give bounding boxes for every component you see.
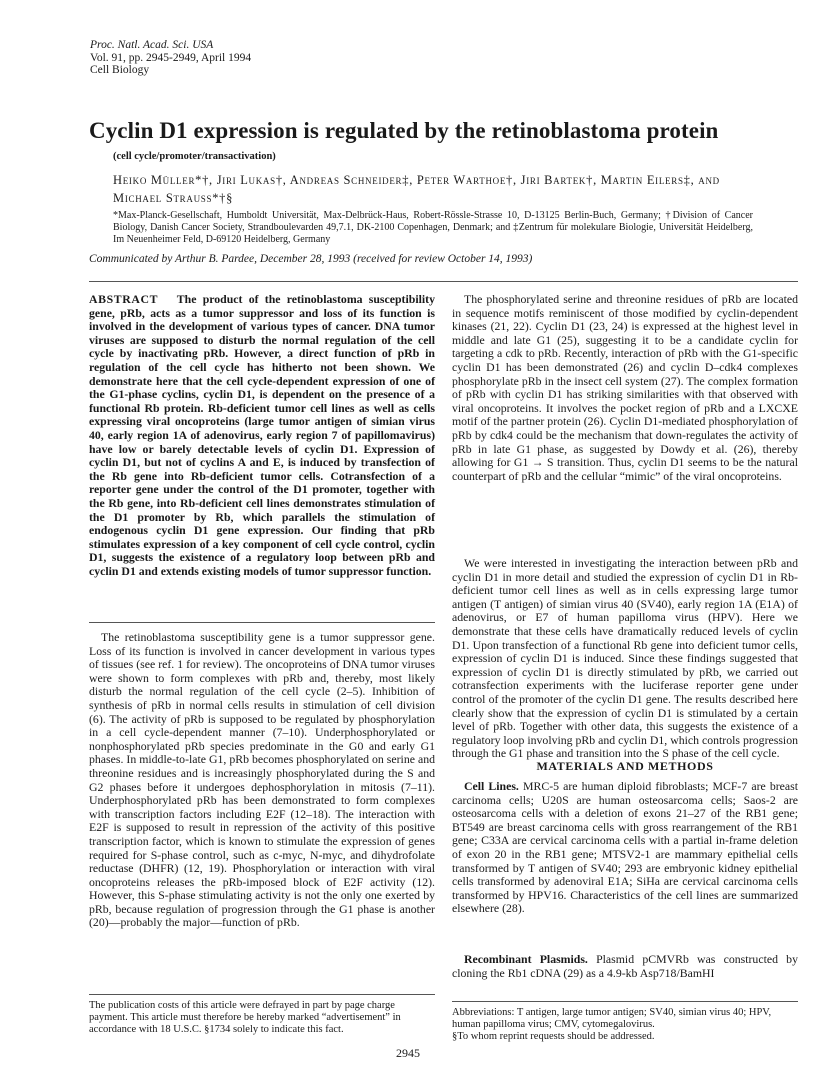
cell-lines-label: Cell Lines. — [464, 779, 519, 793]
intro-text: The retinoblastoma susceptibility gene is a tumor suppressor gene. Loss of its function is involved in cancer development in various types of tissues (see ref. 1 for review). The oncoproteins of DNA tumor viruses were shown to form complexes with pRb and, thereby, most likely disturb the normal regulation of the cell cycle (2–5). Inhibition of synthesis of pRb in normal cells results in stimulation of cell division (6). The activity of pRb is supposed to be regulated by phosphorylation in a cell cycle-dependent manner (7–10). Underphosphorylated or nonphosphorylated pRb species predominate in the G0 and early G1 phases. In middle-to-late G1, pRb becomes phosphorylated on serine and threonine residues and is increasingly phosphorylated during the S and G2 phases before it undergoes dephosphorylation in mitosis (7–11). Underphosphorylated pRb has been demonstrated to form complexes with transcription factors including E2F (12–18). The interaction with E2F is supposed to result in repression of the activity of this positive transcription factor, which is known to stimulate the expression of genes required for S-phase control, such as c-myc, N-myc, and dihydrofolate reductase (DHFR) (12, 19). Phosphorylation or interaction with viral oncoproteins releases the pRb-imposed block of E2F activity (12). However, this S-phase stimulating activity is not the only one exerted by pRb, because regulation of progression through the G1 phase is another (20)—probably the major—function of pRb. — [89, 630, 435, 930]
abstract-label: ABSTRACT — [89, 292, 159, 306]
abbreviations-text: Abbreviations: T antigen, large tumor antigen; SV40, simian virus 40; HPV, human papilloma virus; CMV, cytomegalovirus. — [452, 1007, 772, 1031]
right-column-paragraph-1 — [452, 293, 798, 483]
journal-name: Proc. Natl. Acad. Sci. USA — [90, 39, 214, 51]
right-p1-text: The phosphorylated serine and threonine residues of pRb are located in sequence motifs reminiscent of those modified by cyclin-dependent kinases (21, 22). Cyclin D1 (23, 24) is expressed at the highest level in middle and late G1 (25), suggesting it to be a candidate cyclin for targeting a cdk to pRb. Recently, interaction of pRb with the G1-specific cyclin D1 has been demonstrated (26) and cyclin D–cdk4 complexes phosphorylate pRb in the insect cell system (27). The complex formation of pRb with cyclin D1 has striking similarities with that observed with viral oncoproteins. It involves the pocket region of pRb and a LXCXE motif of the partner protein (26). Cyclin D1-mediated phosphorylation of pRb by cdk4 could be the mechanism that down-regulates the activity of pRb in late G1 phase, as suggested by Dowdy et al. (26), thereby allowing for G1 → S transition. Thus, cyclin D1 seems to be the natural counterpart of pRb and the cellular “mimic” of the viral oncoproteins. — [452, 292, 798, 483]
header-divider — [89, 281, 798, 282]
abbreviations-footnote — [452, 1007, 798, 1044]
article-title: Cyclin D1 expression is regulated by the retinoblastoma protein — [89, 118, 719, 143]
footnote-divider-right — [452, 1001, 798, 1002]
publication-costs-text: The publication costs of this article were defrayed in part by page charge payment. This article must therefore be hereby marked “advertisement” in accordance with 18 U.S.C. §1734 solely to indicate this fact. — [89, 1000, 401, 1036]
plasmids-paragraph — [452, 953, 798, 980]
journal-header — [90, 39, 251, 77]
intro-paragraph — [89, 631, 435, 930]
article-keywords: (cell cycle/promoter/transactivation) — [113, 151, 276, 162]
abstract — [89, 293, 435, 578]
page-number: 2945 — [396, 1046, 420, 1060]
plasmids-label: Recombinant Plasmids. — [464, 952, 588, 966]
right-p2-text: We were interested in investigating the interaction between pRb and cyclin D1 in more detail and studied the expression of cyclin D1 in Rb-deficient tumor cell lines as well as in cells expressing large tumor antigen (T antigen) of simian virus 40 (SV40), early region 1A (E1A) of adenovirus, or E7 of human papilloma virus (HPV). Here we demonstrate that these cells have dramatically reduced levels of cyclin D1. Upon transfection of a functional Rb gene into deficient tumor cells, expression of cyclin D1 is induced. Since these findings suggested that expression of cyclin D1 is directly stimulated by pRb, we carried out cotransfection experiments with the luciferase reporter gene under control of the promoter of the cyclin D1 gene. The results described here clearly show that the expression of cyclin D1 is stimulated by a certain level of pRb. Together with other data, this suggests the existence of a regulatory loop involving pRb and cyclin D1, which controls progression through the G1 phase and transition into the S phase of the cell cycle. — [452, 556, 798, 761]
publication-costs-footnote — [89, 1000, 429, 1037]
journal-section: Cell Biology — [90, 64, 150, 76]
abstract-divider — [89, 622, 435, 623]
cell-lines-paragraph — [452, 780, 798, 916]
author-list: Heiko Müller*†, Jiri Lukas†, Andreas Schneider‡, Peter Warthoe†, Jiri Bartek†, Martin Eilers‡, and Michael Strauss*†§ — [113, 173, 720, 205]
plasmids-text: Plasmid pCMVRb was constructed by cloning the Rb1 cDNA (29) as a 4.9-kb Asp718/BamHI — [452, 952, 798, 980]
journal-volume: Vol. 91, pp. 2945-2949, April 1994 — [90, 51, 252, 64]
cell-lines-text: MRC-5 are human diploid fibroblasts; MCF-7 are breast carcinoma cells; U20S are human osteosarcoma cells; Saos-2 are osteosarcoma cells with a deletion of exons 21–27 of the RB1 gene; BT549 are breast carcinoma cells with gross rearrangement of the RB1 gene; C33A are cervical carcinoma cells with a partial in-frame deletion of exon 20 in the RB1 gene; MTSV2-1 are mammary epithelial cells transformed by T antigen of SV40; 293 are embryonic kidney epithelial cells transformed by adenoviral E1A; SiHa are cervical carcinoma cells transformed by HPV16. Characteristics of the cell lines are summarized elsewhere (28). — [452, 779, 798, 916]
abstract-text: The product of the retinoblastoma susceptibility gene, pRb, acts as a tumor suppressor and loss of its function is involved in the development of various types of cancer. DNA tumor viruses are supposed to disturb the normal regulation of the cell cycle by inactivating pRb. However, a direct function of pRb in regulation of the cell cycle has hitherto not been shown. We demonstrate here that the cell cycle-dependent expression of one of the G1-phase cyclins, cyclin D1, is dependent on the presence of a functional Rb protein. Rb-deficient tumor cell lines as well as cells expressing viral oncoproteins (large tumor antigen of simian virus 40, early region 1A of adenovirus, early region 7 of papillomavirus) have low or barely detectable levels of cyclin D1. Expression of cyclin D1, but not of cyclins A and E, is induced by transfection of the Rb gene into Rb-deficient tumor cells. Cotransfection of a reporter gene under the control of the D1 promoter, together with the Rb gene, into Rb-deficient cell lines demonstrates stimulation of the D1 promoter by Rb, which parallels the stimulation of endogenous cyclin D1 gene expression. Our finding that pRb stimulates expression of a key component of cell cycle control, cyclin D1, suggests the existence of a regulatory loop between pRb and cyclin D1 and extends existing models of tumor suppressor function. — [89, 292, 435, 578]
affiliations: *Max-Planck-Gesellschaft, Humboldt Universität, Max-Delbrück-Haus, Robert-Rössle-Strasse 10, D-13125 Berlin-Buch, Germany; †Division of Cancer Biology, Danish Cancer Society, Strandboulevarden 49,7.1, DK-2100 Copenhagen, Denmark; and ‡Zentrum für molekulare Biologie, Universität Heidelberg, Im Neuenheimer Feld, D-69120 Heidelberg, Germany — [113, 210, 753, 245]
reprints-text: §To whom reprint requests should be addressed. — [452, 1031, 655, 1043]
right-column-paragraph-2 — [452, 557, 798, 761]
methods-heading: MATERIALS AND METHODS — [536, 759, 714, 773]
communicated-by: Communicated by Arthur B. Pardee, December 28, 1993 (received for review October 14, 1993) — [89, 253, 533, 265]
footnote-divider-left — [89, 994, 435, 995]
